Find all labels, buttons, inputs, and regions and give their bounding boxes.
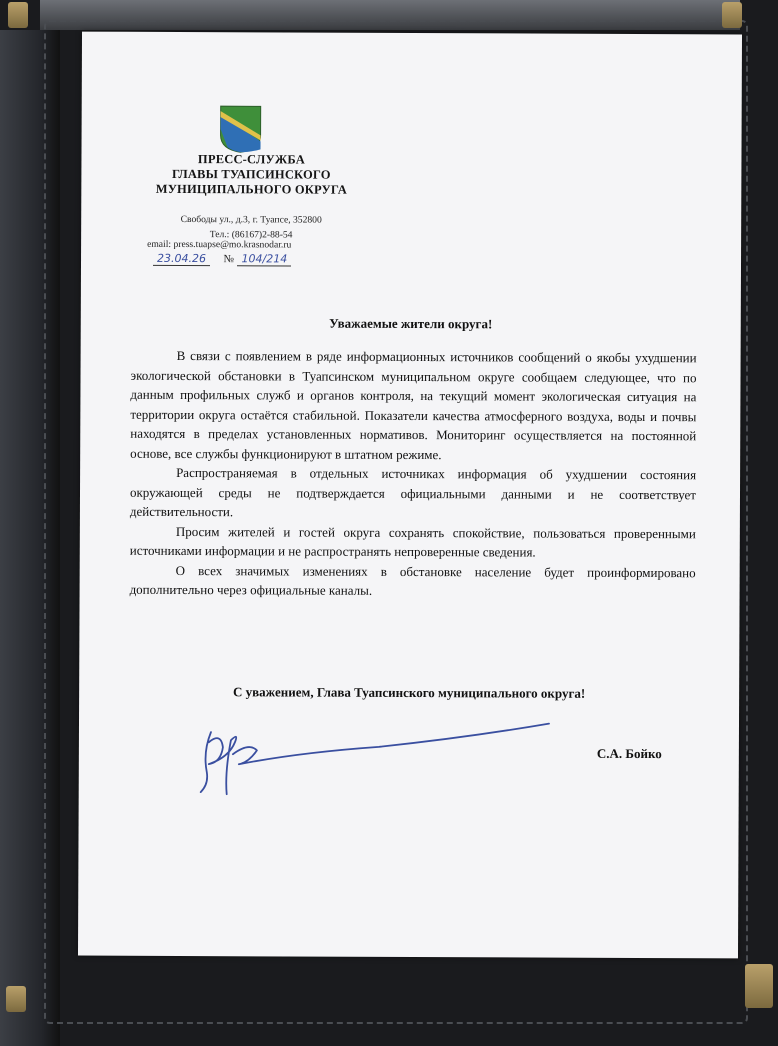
paragraph-4: О всех значимых изменениях в обстановке население будет проинформировано дополнительно через официальные каналы. (129, 562, 696, 598)
org-phone: Тел.: (86167)2-88-54 (209, 229, 293, 241)
org-email: email: press.tuapse@mo.krasnodar.ru (147, 238, 292, 251)
letter-page (78, 32, 742, 959)
org-line-3: МУНИЦИПАЛЬНОГО ОКРУГА (155, 181, 347, 197)
closing-line: С уважением, Глава Туапсинского муниципального округа! (233, 684, 586, 701)
folder-clip-icon (6, 986, 26, 1012)
signer-name: С.А. Бойко (596, 745, 662, 762)
org-line-2: ГЛАВЫ ТУАПСИНСКОГО (172, 166, 331, 182)
org-line-1: ПРЕСС-СЛУЖБА (197, 152, 305, 167)
paragraph-1: В связи с появлением в ряде информационных источников сообщений о якобы ухудшении экологической обстановки в Туапсинском муниципальном округе сообщаем следующее, что по данным профильных служб и органов контроля, на текущий момент экологическая ситуация на территории округа остаётся стабильной. Показатели качества атмосферного воздуха, воды и почвы находятся в пределах установленных нормативов. Мониторинг осуществляется на постоянной основе, все службы функционируют в штатном режиме. (130, 347, 697, 462)
folder-clip-icon (8, 2, 28, 28)
paragraph-2: Распространяемая в отдельных источниках информация об ухудшении состояния окружающей среды не подтверждается официальными данными и не соответствует действительности. (129, 464, 697, 520)
handwritten-signature (179, 702, 559, 804)
letter-body (130, 346, 697, 602)
folder-clip-icon (722, 2, 742, 28)
org-address: Свободы ул., д.3, г. Туапсе, 352800 (180, 213, 322, 226)
registration-date: 23.04.26 (153, 252, 210, 266)
registration-number: 104/214 (237, 252, 291, 266)
registration-line (153, 252, 291, 266)
org-header (141, 152, 361, 198)
salutation: Уважаемые жители округа! (329, 315, 493, 332)
coat-of-arms-icon (219, 105, 261, 153)
paragraph-3: Просим жителей и гостей округа сохранять спокойствие, пользоваться проверенными источниками информации и не распространять непроверенные сведения. (129, 523, 696, 560)
registration-number-label: № (223, 253, 235, 266)
folder-clip-icon (745, 964, 773, 1008)
